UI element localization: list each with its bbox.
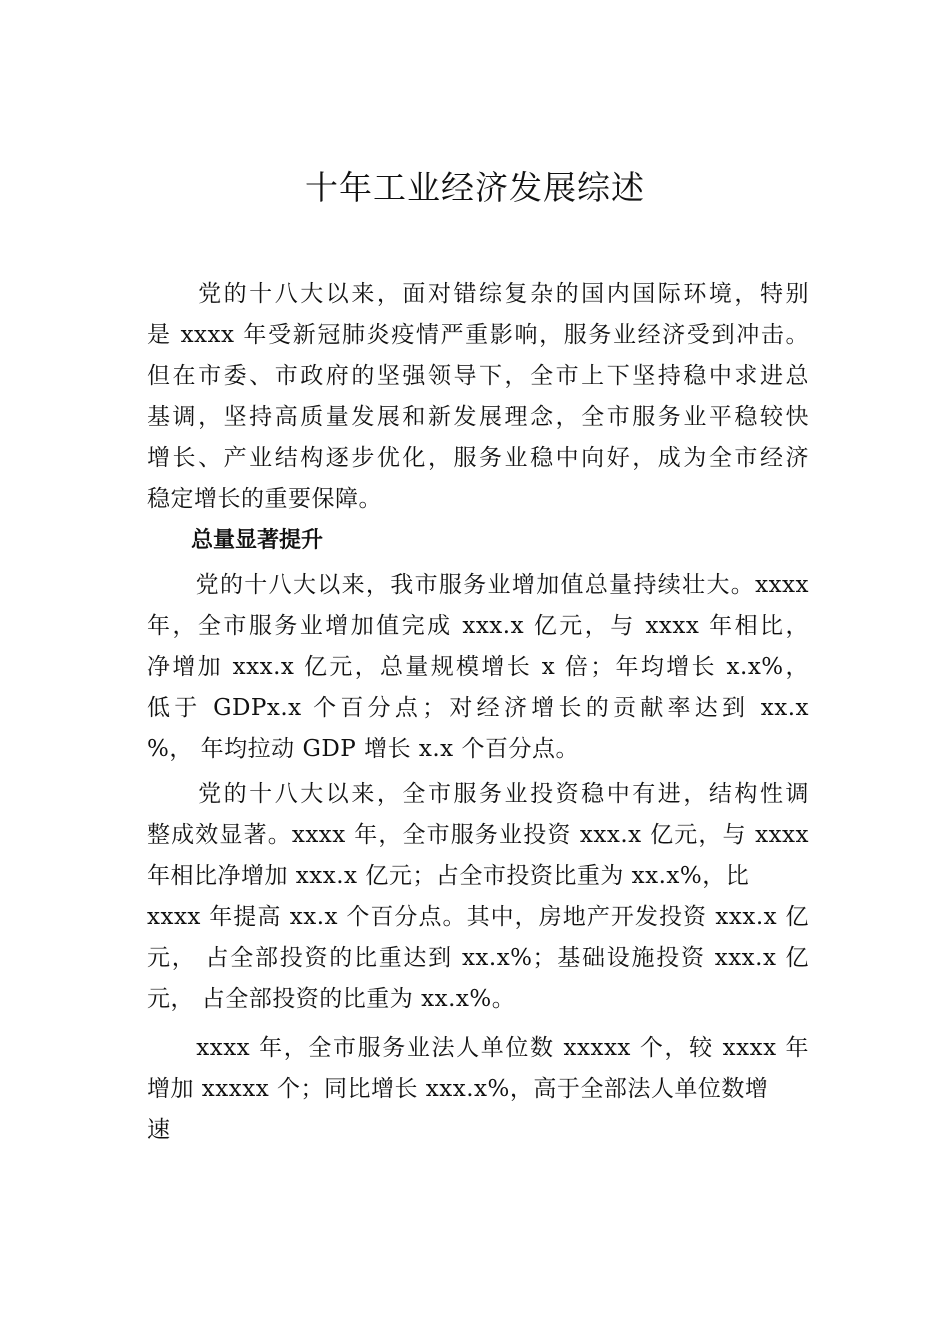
text-line: 稳定增长的重要保障。 [147,486,382,512]
text-line: 元， 占全部投资的比重为 xx.x%。 [147,986,516,1012]
text-line: 但在市委、市政府的坚强领导下，全市上下坚持稳中求进总 [147,363,809,389]
text-line: %， 年均拉动 GDP 增长 x.x 个百分点。 [147,736,579,762]
paragraph-intro [147,274,809,520]
text-line: 是 xxxx 年受新冠肺炎疫情严重影响，服务业经济受到冲击。 [147,322,809,348]
text-line: 速 [147,1117,171,1143]
text-line: xxxx 年，全市服务业法人单位数 xxxxx 个，较 xxxx 年 [147,1035,809,1061]
text-line: 党的十八大以来，我市服务业增加值总量持续壮大。xxxx [147,572,809,598]
paragraph-investment [147,774,809,1020]
text-line: 增长、产业结构逐步优化，服务业稳中向好，成为全市经济 [147,445,809,471]
text-line: 增加 xxxxx 个；同比增长 xxx.x%，高于全部法人单位数增 [147,1076,769,1102]
text-line: 年相比净增加 xxx.x 亿元；占全市投资比重为 xx.x%，比 [147,863,750,889]
document-title: 十年工业经济发展综述 [305,168,645,207]
text-line: 净增加 xxx.x 亿元，总量规模增长 x 倍；年均增长 x.x%， [147,654,809,680]
document-body [147,274,809,1151]
text-line: 低于 GDPx.x 个百分点；对经济增长的贡献率达到 xx.x [147,695,809,721]
paragraph-total-growth [147,565,809,770]
text-line: 党的十八大以来，面对错综复杂的国内国际环境，特别 [147,281,809,307]
text-line: 整成效显著。xxxx 年，全市服务业投资 xxx.x 亿元，与 xxxx [147,822,809,848]
text-line: xxxx 年提高 xx.x 个百分点。其中，房地产开发投资 xxx.x 亿 [147,904,809,930]
text-line: 党的十八大以来，全市服务业投资稳中有进，结构性调 [147,781,809,807]
text-line: 元， 占全部投资的比重达到 xx.x%；基础设施投资 xxx.x 亿 [147,945,809,971]
text-line: 年，全市服务业增加值完成 xxx.x 亿元，与 xxxx 年相比， [147,613,809,639]
paragraph-legal-entities [147,1028,809,1151]
section-heading: 总量显著提升 [147,528,324,553]
text-line: 基调，坚持高质量发展和新发展理念，全市服务业平稳较快 [147,404,809,430]
